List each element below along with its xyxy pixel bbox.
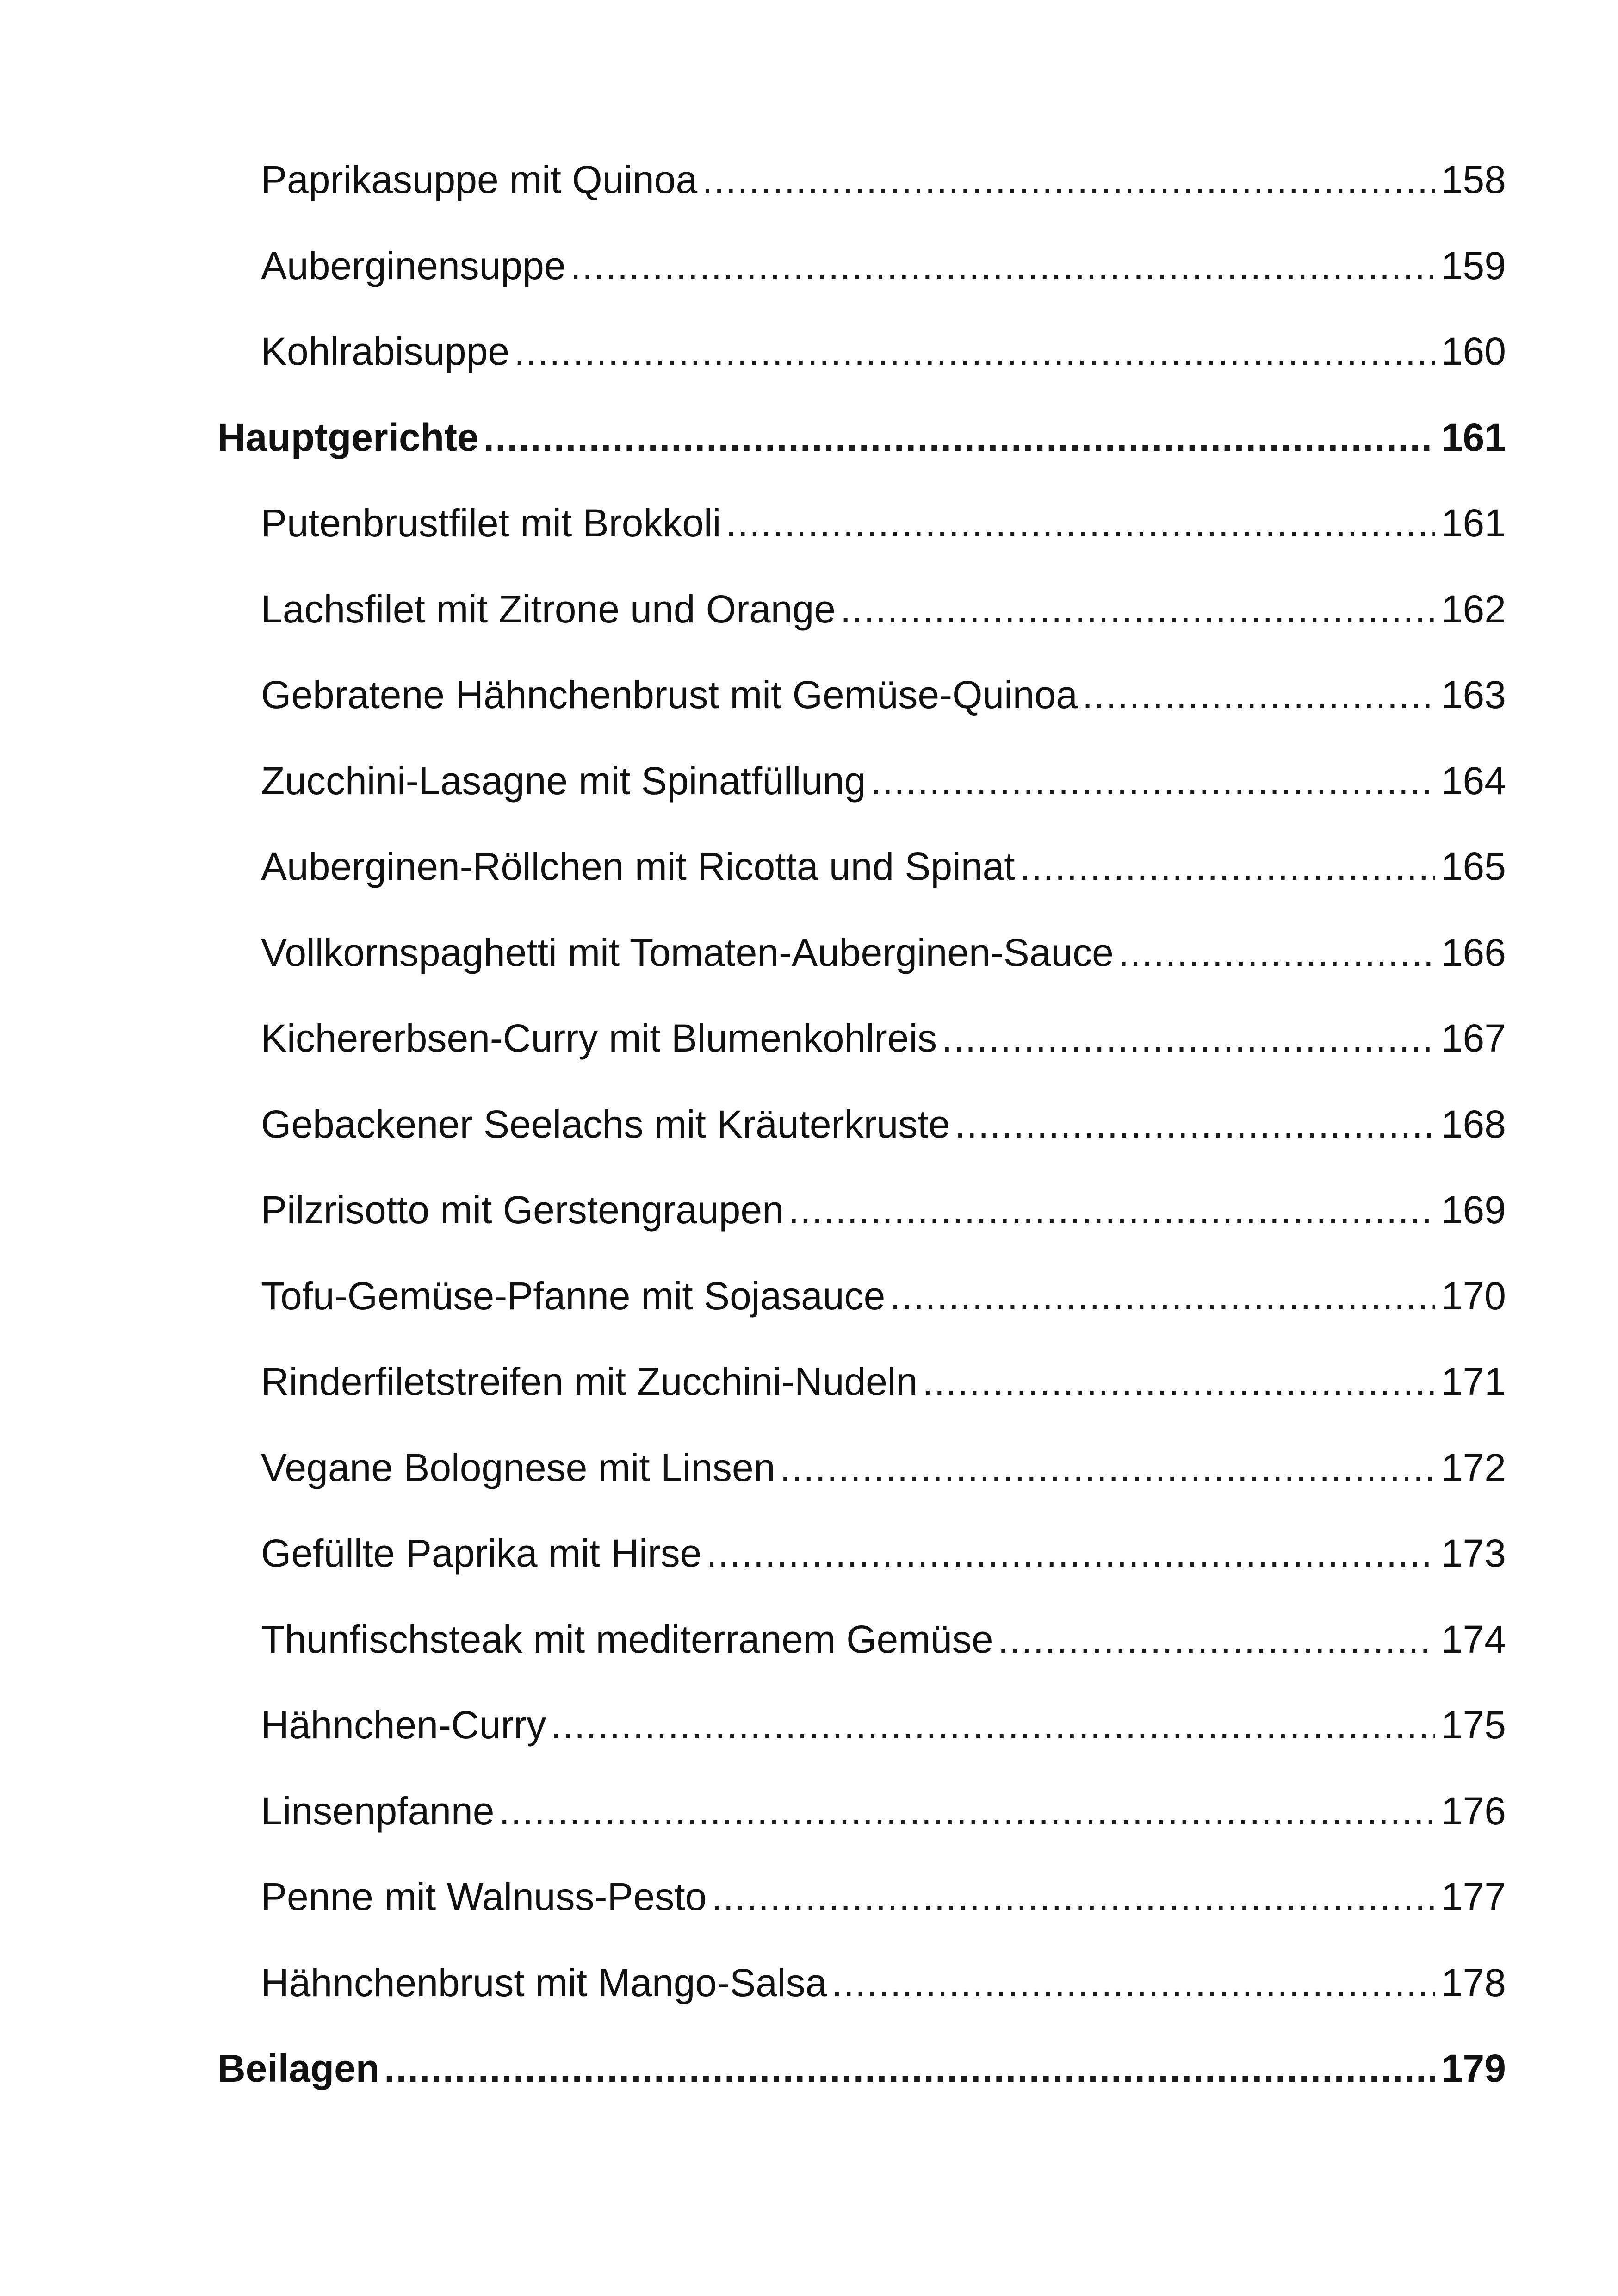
toc-entry-page-number: 162 (1441, 587, 1506, 631)
toc-entry[interactable] (217, 243, 1506, 332)
toc-entry-title: Vegane Bolognese mit Linsen (261, 1445, 775, 1489)
dot-leader (780, 1448, 1434, 1487)
toc-entry[interactable] (217, 501, 1506, 590)
toc-entry[interactable] (217, 587, 1506, 676)
toc-entry-title: Hähnchenbrust mit Mango-Salsa (261, 1960, 827, 2004)
toc-section-heading[interactable] (217, 415, 1506, 504)
toc-entry[interactable] (217, 847, 1506, 933)
toc-entry-title: Auberginensuppe (261, 243, 566, 287)
toc-section-page-number: 179 (1441, 2047, 1506, 2090)
toc-entry-title: Thunfischsteak mit mediterranem Gemüse (261, 1617, 993, 1661)
toc-entry-page-number: 169 (1441, 1188, 1506, 1232)
toc-entry-page-number: 158 (1441, 158, 1506, 201)
toc-entry-page-number: 165 (1441, 845, 1506, 888)
toc-entry[interactable] (217, 1960, 1506, 2049)
dot-leader (706, 1534, 1435, 1573)
dot-leader (725, 504, 1434, 542)
toc-entry[interactable] (217, 1102, 1506, 1191)
toc-entry[interactable] (217, 1617, 1506, 1706)
dot-leader (831, 1963, 1435, 2002)
toc-entry-title: Auberginen-Röllchen mit Ricotta und Spinat (261, 845, 1015, 888)
toc-entry-page-number: 159 (1441, 243, 1506, 287)
toc-entry[interactable] (217, 1190, 1506, 1276)
toc-entry-title: Vollkornspaghetti mit Tomaten-Auberginen-Sauce (261, 930, 1114, 974)
toc-section-title: Beilagen (217, 2047, 380, 2090)
toc-entry-title: Tofu-Gemüse-Pfanne mit Sojasauce (261, 1274, 886, 1318)
toc-entry[interactable] (217, 160, 1506, 246)
dot-leader (711, 1877, 1435, 1916)
toc-entry[interactable] (217, 1789, 1506, 1878)
toc-entry-title: Kohlrabisuppe (261, 330, 510, 373)
toc-entry-title: Lachsfilet mit Zitrone und Orange (261, 587, 836, 631)
dot-leader (570, 246, 1435, 285)
toc-entry[interactable] (217, 1531, 1506, 1620)
toc-entry-page-number: 168 (1441, 1102, 1506, 1146)
toc-entry[interactable] (217, 1445, 1506, 1534)
toc-entry-page-number: 161 (1441, 501, 1506, 545)
toc-entry[interactable] (217, 675, 1506, 761)
toc-entry[interactable] (217, 761, 1506, 847)
dot-leader (1118, 933, 1435, 972)
toc-entry[interactable] (217, 1016, 1506, 1105)
toc-entry-title: Putenbrustfilet mit Brokkoli (261, 501, 721, 545)
dot-leader (942, 1019, 1435, 1058)
dot-leader (484, 418, 1435, 457)
toc-entry[interactable] (217, 930, 1506, 1019)
toc-entry-title: Zucchini-Lasagne mit Spinatfüllung (261, 759, 866, 803)
toc-section-title: Hauptgerichte (217, 415, 479, 459)
dot-leader (788, 1190, 1435, 1229)
toc-entry-page-number: 172 (1441, 1445, 1506, 1489)
toc-entry-page-number: 170 (1441, 1274, 1506, 1318)
table-of-contents (217, 160, 1506, 2135)
toc-entry[interactable] (217, 1877, 1506, 1963)
dot-leader (1020, 847, 1435, 886)
toc-entry-page-number: 173 (1441, 1531, 1506, 1575)
dot-leader (514, 332, 1435, 371)
toc-entry-title: Paprikasuppe mit Quinoa (261, 158, 698, 201)
dot-leader (384, 2049, 1435, 2088)
toc-entry-page-number: 167 (1441, 1016, 1506, 1060)
toc-entry-title: Gebratene Hähnchenbrust mit Gemüse-Quinoa (261, 673, 1078, 716)
toc-entry[interactable] (217, 332, 1506, 418)
toc-entry-page-number: 163 (1441, 673, 1506, 716)
toc-entry-title: Kichererbsen-Curry mit Blumenkohlreis (261, 1016, 937, 1060)
toc-entry-page-number: 178 (1441, 1960, 1506, 2004)
dot-leader (1082, 675, 1435, 714)
dot-leader (998, 1620, 1435, 1659)
toc-entry[interactable] (217, 1705, 1506, 1792)
toc-entry-title: Pilzrisotto mit Gerstengraupen (261, 1188, 784, 1232)
toc-entry-page-number: 177 (1441, 1875, 1506, 1918)
toc-entry[interactable] (217, 1362, 1506, 1448)
toc-entry-title: Penne mit Walnuss-Pesto (261, 1875, 707, 1918)
toc-entry-title: Rinderfiletstreifen mit Zucchini-Nudeln (261, 1360, 918, 1403)
dot-leader (870, 761, 1434, 800)
toc-entry-page-number: 175 (1441, 1703, 1506, 1747)
toc-entry-title: Gefüllte Paprika mit Hirse (261, 1531, 702, 1575)
dot-leader (702, 160, 1435, 199)
dot-leader (922, 1362, 1435, 1401)
toc-entry-page-number: 164 (1441, 759, 1506, 803)
toc-section-page-number: 161 (1441, 415, 1506, 459)
toc-entry-page-number: 174 (1441, 1617, 1506, 1661)
toc-entry-page-number: 176 (1441, 1789, 1506, 1833)
toc-entry-page-number: 160 (1441, 330, 1506, 373)
dot-leader (840, 590, 1435, 628)
toc-entry[interactable] (217, 1276, 1506, 1363)
dot-leader (955, 1105, 1434, 1144)
toc-entry-page-number: 171 (1441, 1360, 1506, 1403)
toc-entry-title: Gebackener Seelachs mit Kräuterkruste (261, 1102, 950, 1146)
dot-leader (890, 1276, 1435, 1315)
dot-leader (499, 1792, 1434, 1830)
dot-leader (551, 1705, 1435, 1744)
toc-entry-title: Linsenpfanne (261, 1789, 495, 1833)
toc-entry-title: Hähnchen-Curry (261, 1703, 546, 1747)
toc-entry-page-number: 166 (1441, 930, 1506, 974)
toc-section-heading[interactable] (217, 2049, 1506, 2135)
